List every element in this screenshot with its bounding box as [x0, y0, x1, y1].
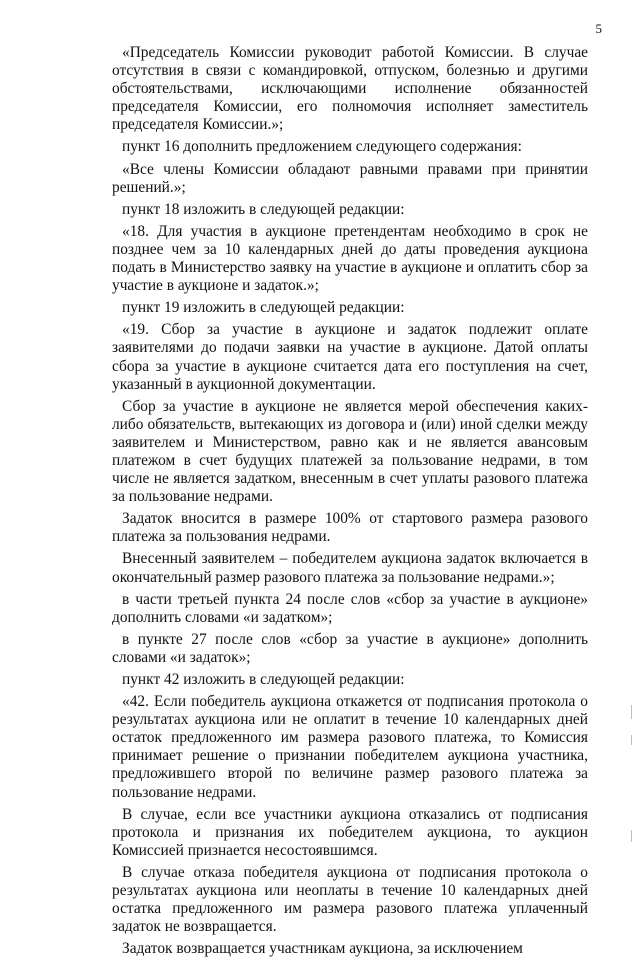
paragraph-fee-not-security: Сбор за участие в аукционе не является мерой обеспечения каких-либо обязательств, вытекающих из договора и (или) иной сделки между заявителем и Министерством, равно как и не является авансовым платежом в счет будущих платежей за пользование недрами, в том числе не является задатком, внесенным в счет уплаты разового платежа за пользование недрами.	[112, 397, 588, 506]
document-body	[112, 44, 588, 962]
scan-edge-mark	[631, 705, 632, 719]
paragraph-auction-failed: В случае, если все участники аукциона отказались от подписания протокола и признания их победителем аукциона, то аукцион Комиссией признается несостоявшимся.	[112, 805, 588, 859]
paragraph-equal-rights: «Все члены Комиссии обладают равными правами при принятии решений.»;	[112, 160, 588, 196]
paragraph-deposit-amount: Задаток вносится в размере 100% от стартового размера разового платежа за пользования недрами.	[112, 510, 588, 546]
paragraph-deposit-not-returned: В случае отказа победителя аукциона от подписания протокола о результатах аукциона или неоплаты в течение 10 календарных дней остатка предложенного им размера разового платежа уплаченный задаток не возвращается.	[112, 863, 588, 936]
paragraph-item-42-text: «42. Если победитель аукциона откажется от подписания протокола о результатах аукциона или не оплатит в течение 10 календарных дней остаток предложенного им размера разового платежа, то Комиссия принимает решение о признании победителем аукциона участника, предложившего второй по величине размер разового платежа за пользование недрами.	[112, 693, 588, 801]
paragraph-item-24-amendment: в части третьей пункта 24 после слов «сбор за участие в аукционе» дополнить словами «и задатком»;	[112, 590, 588, 626]
page-number: 5	[595, 21, 602, 36]
paragraph-item-27-amendment: в пункте 27 после слов «сбор за участие в аукционе» дополнить словами «и задаток»;	[112, 630, 588, 666]
paragraph-item-18-instruction: пункт 18 изложить в следующей редакции:	[122, 200, 405, 218]
paragraph-item-16-instruction: пункт 16 дополнить предложением следующего содержания:	[122, 138, 522, 156]
paragraph-chairman-role: «Председатель Комиссии руководит работой Комиссии. В случае отсутствия в связи с командировкой, отпуском, болезнью и другими обстоятельствами, исключающими исполнение обязанностей председателя Комиссии, его полномочия исполняет заместитель председателя Комиссии.»;	[112, 44, 588, 134]
paragraph-item-18-text: «18. Для участия в аукционе претендентам необходимо в срок не позднее чем за 10 календарных дней до даты проведения аукциона подать в Министерство заявку на участие в аукционе и оплатить сбор за участие в аукционе и задаток.»;	[112, 222, 588, 295]
paragraph-deposit-included: Внесенный заявителем – победителем аукциона задаток включается в окончательный размер разового платежа за пользование недрами.»;	[112, 550, 588, 586]
scan-edge-mark	[631, 830, 632, 842]
scan-edge-mark	[631, 735, 632, 745]
paragraph-item-19-text: «19. Сбор за участие в аукционе и задаток подлежит оплате заявителями до подачи заявки на участие в аукционе. Датой оплаты сбора за участие в аукционе считается дата его поступления на счет, указанный в аукционной документации.	[112, 321, 588, 393]
paragraph-item-19-instruction: пункт 19 изложить в следующей редакции:	[122, 299, 405, 317]
paragraph-deposit-returned: Задаток возвращается участникам аукциона, за исключением	[122, 940, 523, 958]
paragraph-item-42-instruction: пункт 42 изложить в следующей редакции:	[122, 671, 405, 688]
